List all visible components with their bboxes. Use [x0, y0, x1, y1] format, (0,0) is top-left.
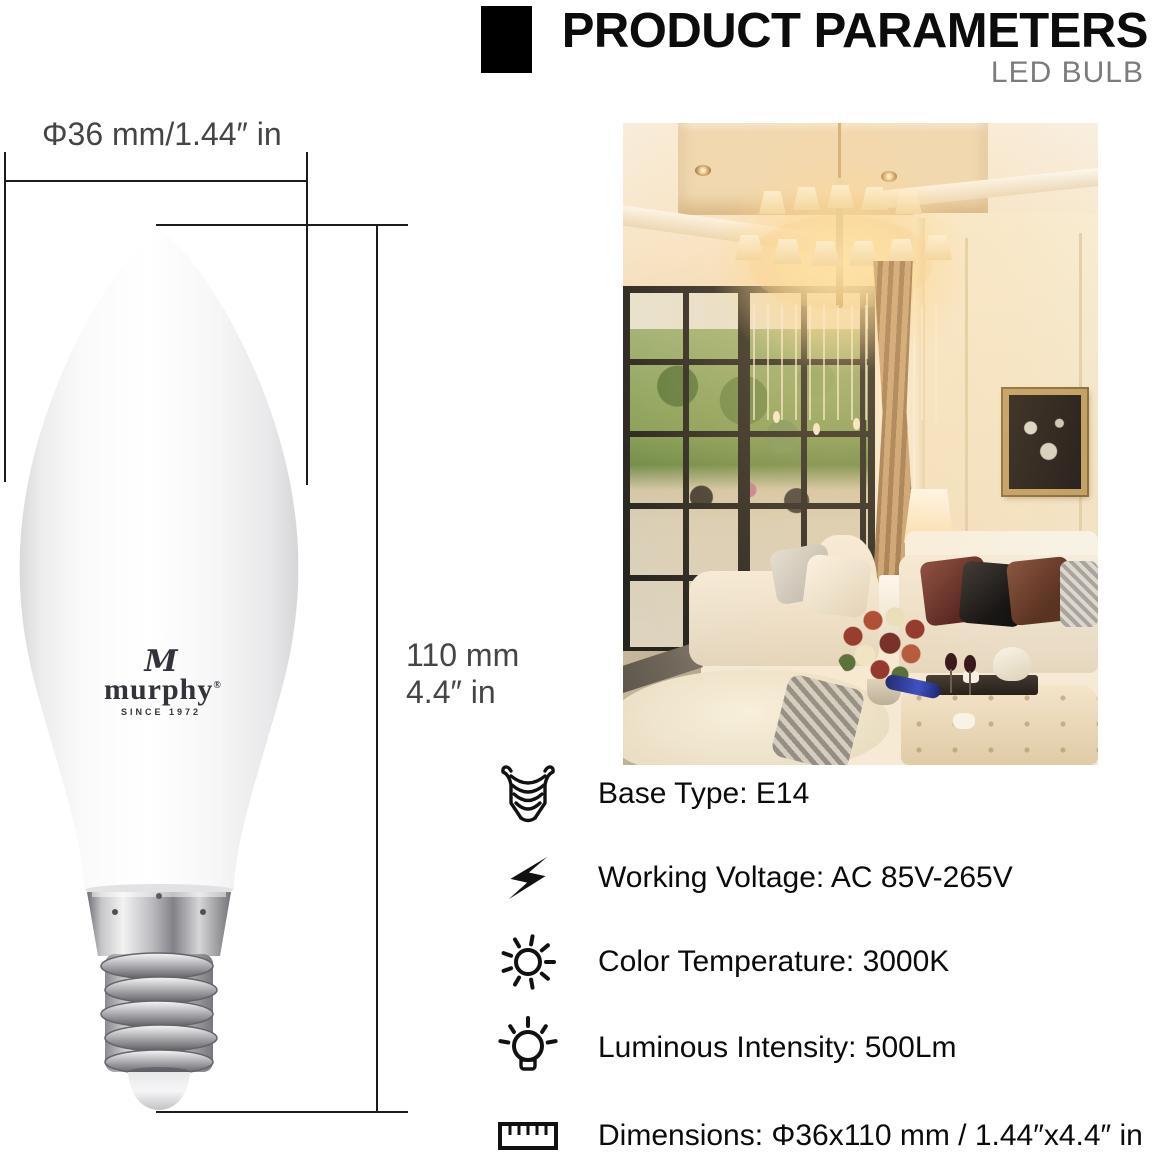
- murphy-m-icon: M: [144, 644, 178, 679]
- brand-name: [104, 673, 222, 706]
- e14-screw-base-icon: [490, 763, 566, 825]
- murphy-logo: [104, 644, 222, 717]
- brand-since: SINCE 1972: [120, 707, 202, 717]
- collar-rivet-right: [200, 909, 206, 915]
- ruler-icon: [490, 1120, 566, 1152]
- screw-thread: [105, 1025, 217, 1051]
- screw-thread: [101, 1001, 213, 1027]
- living-room-photo: [623, 123, 1098, 765]
- screw-thread: [101, 953, 213, 979]
- spec-row-dimensions: [490, 1106, 1143, 1156]
- collar-rivet-left: [112, 909, 118, 915]
- registered-trademark: ®: [213, 680, 222, 691]
- height-label-mm: 110 mm: [406, 637, 520, 673]
- screw-thread: [105, 977, 217, 1003]
- height-label-in: 4.4″ in: [406, 674, 496, 710]
- warm-light-overlay: [623, 123, 1098, 765]
- spec-label: Luminous Intensity: 500Lm: [598, 1031, 957, 1064]
- page-subtitle: LED BULB: [990, 56, 1144, 89]
- diameter-label: Φ36 mm/1.44″ in: [42, 116, 282, 152]
- spec-row-working-voltage: [490, 848, 1013, 908]
- height-label: [406, 637, 519, 711]
- bulb-metal-collar: [87, 892, 231, 956]
- spec-row-color-temperature: [490, 932, 949, 992]
- brand-wordmark: murphy: [104, 673, 214, 706]
- sun-icon: [490, 930, 566, 994]
- spec-label: Dimensions: Φ36x110 mm / 1.44″x4.4″ in: [598, 1119, 1143, 1152]
- base-contact-dome: [128, 1072, 190, 1110]
- spec-row-luminous-intensity: [490, 1018, 957, 1078]
- page-title: PRODUCT PARAMETERS: [561, 4, 1148, 58]
- diameter-extension-line-left: [4, 152, 6, 482]
- collar-notch: [156, 893, 162, 899]
- spec-row-base-type: [490, 764, 809, 824]
- lightning-bolt-icon: [490, 854, 566, 902]
- spec-label: Base Type: E14: [598, 777, 810, 810]
- spec-label: Color Temperature: 3000K: [598, 945, 950, 978]
- light-bulb-icon: [490, 1016, 566, 1080]
- header-accent-square: [481, 6, 532, 73]
- height-dimension-line: [376, 224, 378, 1113]
- diameter-dimension-line: [4, 180, 308, 182]
- bulb-glass-body: [20, 230, 299, 890]
- spec-label: Working Voltage: AC 85V-265V: [598, 861, 1013, 894]
